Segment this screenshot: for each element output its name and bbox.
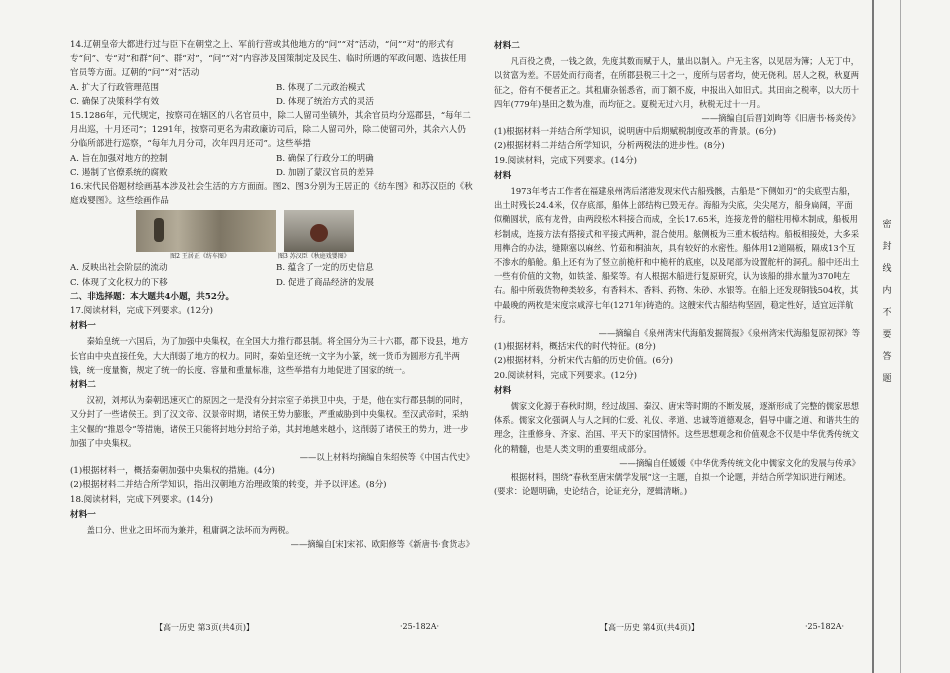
left-footer: 【高一历史 第3页(共4页)】 <box>155 623 254 632</box>
q18-material2: 凡百役之费，一钱之敛，先度其数而赋于人，量出以制入。户无主客，以见居为簿；人无丁中，以贫富为差。不居处而行商者，在所郡县税三十之一，度所与居者均，使无侥利。居人之税，秋夏两征之，俗有不便者正之。其租庸杂徭悉省，而丁额不废，申报出入如旧式。其田亩之税率，以大历十四年(779年)垦田之数为准，而均征之。夏税无过六月，秋税无过十一月。 <box>494 56 860 109</box>
seal-char: 要 <box>882 330 892 340</box>
q18-material1: 盖口分、世业之田坏而为兼并，租庸调之法坏而为两税。 <box>86 525 295 536</box>
seal-char: 题 <box>882 374 892 384</box>
left-footer-code: ·25-182A· <box>400 622 440 631</box>
seal-char: 线 <box>882 264 892 274</box>
q16-option-d: D. 促进了商品经济的发展 <box>276 277 374 288</box>
q19-req1: (1)根据材料，概括宋代的时代特征。(8分) <box>494 342 656 353</box>
q14-option-d: D. 体现了统治方式的灵活 <box>276 96 374 107</box>
q20-material: 儒家文化源于春秋时期，经过战国、秦汉、唐宋等时期的不断发展，逐渐形成了完整的儒家思想体系。儒家文化强调人与人之间的仁爱、礼仪、孝道、忠诚等道德观念，倡导中庸之道、和谐共生的理念，注重修身、齐家、治国、平天下的家国情怀。这些思想观念和价值观念不仅是中华优秀传统文化的精髓，也是人类文明的重要组成部分。 <box>494 401 860 454</box>
q19-req2: (2)根据材料，分析宋代古船的历史价值。(6分) <box>494 356 674 367</box>
q14-options <box>70 81 474 109</box>
binding-line <box>872 0 874 673</box>
q16-options <box>70 261 474 289</box>
q16-option-a: A. 反映出社会阶层的流动 <box>70 263 168 274</box>
q18-req2: (2)根据材料二并结合所学知识，分析两税法的进步性。(8分) <box>494 141 725 152</box>
right-footer-code: ·25-182A· <box>805 622 845 631</box>
q20-task: 根据材料，围绕“春秋至唐宋儒学发展”这一主题，自拟一个论题，并结合所学知识进行阐述。(要求：论题明确，史论结合，论证充分，逻辑清晰。) <box>494 472 851 497</box>
q17-stem: 17.阅读材料，完成下列要求。(12分) <box>70 306 214 317</box>
q17-req1: (1)根据材料一，概括秦朝加强中央集权的措施。(4分) <box>70 466 275 477</box>
q18-material2-source: ——摘编自[后晋]刘昫等《旧唐书·杨炎传》 <box>701 113 860 124</box>
q16-option-b: B. 蕴含了一定的历史信息 <box>276 263 374 274</box>
q17-req2: (2)根据材料二并结合所学知识，指出汉朝地方治理政策的转变，并予以评述。(8分) <box>70 480 387 491</box>
q17-material2: 汉初，刘邦认为秦朝迅速灭亡的原因之一是没有分封宗室子弟拱卫中央，于是，他在实行郡县制的同时，又分封了一些诸侯王。到了汉文帝、汉景帝时期，诸侯王势力膨胀，严重威胁到中央集权。至汉武帝时，采纳主父偃的“推恩令”等措施，诸侯王只能将封地分封给子弟，其封地越来越小，这削弱了诸侯王的势力，进一步加强了中央集权。 <box>70 395 469 448</box>
q17-material1: 秦始皇统一六国后，为了加强中央集权，在全国大力推行郡县制。将全国分为三十六郡，郡下设县，地方长官由中央直接任免，大大削弱了地方的权力。同时，秦始皇还统一文字为小篆，统一货币为圆形方孔半两钱，统一度量衡，规定了统一的长度、容量和重量标准，这些举措有力地促进了国家的统一。 <box>70 336 469 375</box>
fig3-caption: 图3 苏汉臣《秋庭戏婴图》 <box>278 253 350 261</box>
q19-source: ——摘编自《泉州湾宋代海船发掘简报》《泉州湾宋代海船复原初探》等 <box>598 328 860 339</box>
q14-option-c: C. 确保了决策科学有效 <box>70 96 160 107</box>
seal-char: 封 <box>882 242 892 252</box>
binding-line-inner <box>900 0 901 673</box>
q19-material-label: 材料 <box>494 170 512 181</box>
q18-material1-label: 材料一 <box>70 509 96 520</box>
q17-source: ——以上材料均摘编自朱绍侯等《中国古代史》 <box>299 452 474 463</box>
q15-option-d: D. 加剧了蒙汉官员的差异 <box>276 167 374 178</box>
q18-stem: 18.阅读材料，完成下列要求。(14分) <box>70 494 214 505</box>
q18-req1: (1)根据材料一并结合所学知识，说明唐中后期赋税制度改革的背景。(6分) <box>494 127 777 138</box>
right-column <box>494 38 860 499</box>
q18-material2-label: 材料二 <box>494 41 520 51</box>
q14-stem: 14.辽朝皇帝大都进行过与臣下在朝堂之上、军前行营或其他地方的“问”“对”活动，“问”“对”的形式有专“问”、专“对”和群“问”、群“对”，“问”“对”内容涉及国策制定及民生、临时所遇的军政问题、选拔任用官员等方面。辽朝的“问”“对”活动 <box>70 40 467 79</box>
seal-char: 内 <box>882 286 892 296</box>
q19-stem: 19.阅读材料，完成下列要求。(14分) <box>494 155 638 166</box>
section-heading: 二、非选择题：本大题共4小题，共52分。 <box>70 291 235 302</box>
autumn-children-painting <box>284 210 354 252</box>
q15-options <box>70 152 474 180</box>
q14-option-a: A. 扩大了行政管理范围 <box>70 82 160 93</box>
q19-material: 1973年考古工作者在福建泉州湾后渚港发现宋代古船残骸，古船是“下侧如刃”的尖底型古船，出土时残长24.4米，仅存底部，船体上部结构已毁无存。海船为尖底，尖尖尾方，船身扁阔，平面似椭圆状，底有龙骨，由两段松木料接合而成，全长17.65米，连接龙骨的艏柱用樟木制成，船板用杉制成，连接方法有搭接式和平接式两种，混合使用。舷侧板为三重木板结构。船板相接处，大多采用榫合的办法，缝隙塞以麻丝、竹茹和桐油灰，具有较好的水密性。船体用12道隔板，隔成13个互不渗水的船舱。船上还有为了竖立前桅杆和中桅杆的底座，以及尾部为设置舵杆的洞孔。船中还出土一些有价值的文物，如铁釜、船桨等。有人根据木船进行复原研究，认为该船的排水量为370吨左右。船中所载货物种类较多，有香料木、香料、药物、朱砂、水银等。在船上还发现铜钱504枚，其中最晚的两枚是宋度宗咸淳七年(1271年)铸造的。这艘宋代古船结构坚固，稳定性好，适宜远洋航行。 <box>494 186 860 324</box>
q16-option-c: C. 体现了文化权力的下移 <box>70 277 168 288</box>
q18-material1-source: ——摘编自[宋]宋祁、欧阳修等《新唐书·食货志》 <box>290 539 474 550</box>
q15-option-c: C. 遏制了官僚系统的腐败 <box>70 167 168 178</box>
q16-stem: 16.宋代民俗题材绘画基本涉及社会生活的方方面面。图2、图3分别为王居正的《纺车图》和苏汉臣的《秋庭戏婴图》。这些绘画作品 <box>70 182 473 207</box>
q16-figures <box>130 210 360 252</box>
seal-char: 密 <box>882 220 892 230</box>
spinning-wheel-painting <box>136 210 276 252</box>
left-column <box>70 38 474 552</box>
q16-captions <box>130 253 360 261</box>
q15-option-b: B. 确保了行政分工的明确 <box>276 153 374 164</box>
q15-stem: 15.1286年，元代规定，按察司在辖区的八名官员中，除二人留司坐镇外，其余官员均分巡郡县，“每年二月出巡，十月还司”；1291年，按察司更名为肃政廉访司后，除二人留司外，除二使留司外，其余六人仍分临所部进行巡察，“每年九月分司，次年四月还司”。这些举措 <box>70 111 471 150</box>
q20-source: ——摘编自任媛媛《中华优秀传统文化中儒家文化的发展与传承》 <box>619 457 860 468</box>
q15-option-a: A. 旨在加强对地方的控制 <box>70 153 168 164</box>
right-footer: 【高一历史 第4页(共4页)】 <box>600 623 699 632</box>
seal-line-notice <box>878 214 896 390</box>
seal-char: 答 <box>882 352 892 362</box>
q17-material1-label: 材料一 <box>70 321 96 332</box>
q20-material-label: 材料 <box>494 385 512 396</box>
fig2-caption: 图2 王居正《纺车图》 <box>170 253 230 261</box>
q20-stem: 20.阅读材料，完成下列要求。(12分) <box>494 370 638 381</box>
seal-char: 不 <box>882 308 892 318</box>
q17-material2-label: 材料二 <box>70 380 96 391</box>
q14-option-b: B. 体现了二元政治模式 <box>276 82 366 93</box>
